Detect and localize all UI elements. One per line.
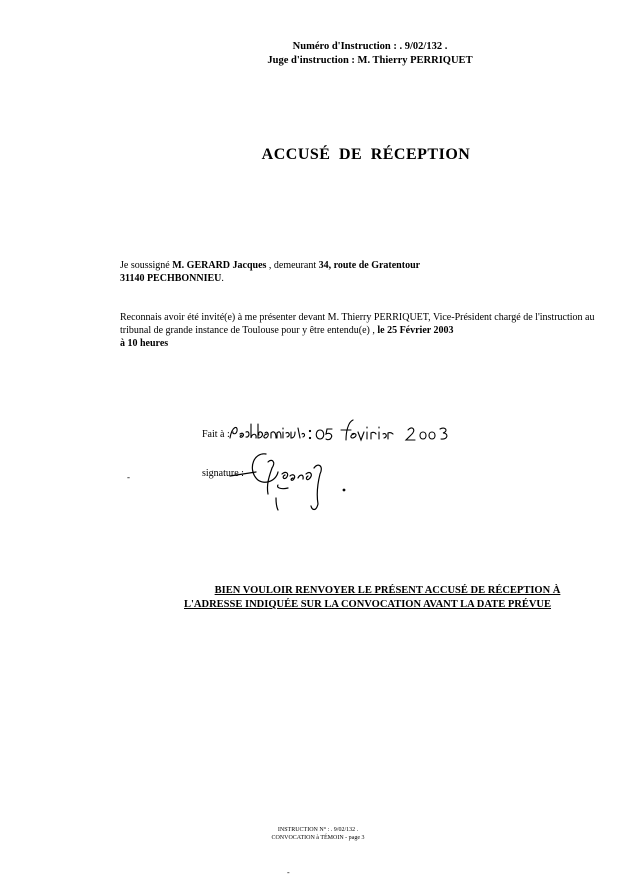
- signature-label: signature :: [202, 468, 244, 479]
- handwritten-signature: [226, 448, 366, 528]
- declarant-prefix: Je soussigné: [120, 260, 173, 271]
- return-notice-line2: L'ADRESSE INDIQUÉE SUR LA CONVOCATION AVANT LA DATE PRÉVUE: [184, 599, 551, 610]
- declarant-paragraph: [120, 259, 600, 285]
- judge-name: Juge d'instruction : M. Thierry PERRIQUET: [267, 55, 473, 66]
- declarant-address-line1: 34, route de Gratentour: [318, 260, 421, 271]
- bottom-mark: -: [287, 868, 290, 877]
- footer-instruction: INSTRUCTION N° : . 9/02/132 .: [277, 827, 359, 833]
- instruction-number: Numéro d'Instruction : . 9/02/132 .: [292, 41, 448, 52]
- declarant-end: .: [221, 273, 224, 284]
- fait-label: Fait à :: [202, 429, 230, 440]
- summons-date: le 25 Février 2003: [374, 325, 454, 336]
- footer-page: CONVOCATION à TÉMOIN - page 3: [271, 835, 365, 841]
- declarant-address-line2: 31140 PECHBONNIEU: [120, 273, 222, 284]
- return-notice-line1: BIEN VOULOIR RENVOYER LE PRÉSENT ACCUSÉ DE RÉCEPTION À: [214, 585, 561, 596]
- summons-time: à 10 heures: [120, 338, 169, 349]
- summons-text: Reconnais avoir été invité(e) à me présenter devant M. Thierry PERRIQUET, Vice-Président chargé de l'instruction au tribunal de grande instance de Toulouse pour y être entendu(e) ,: [120, 312, 595, 336]
- declarant-middle: , demeurant: [266, 260, 319, 271]
- handwritten-place-date: [228, 416, 468, 451]
- summons-paragraph: [120, 311, 600, 350]
- declarant-name: M. GERARD Jacques: [172, 260, 267, 271]
- margin-mark: -: [127, 472, 130, 482]
- page-title: ACCUSÉ DE RÉCEPTION: [261, 146, 471, 163]
